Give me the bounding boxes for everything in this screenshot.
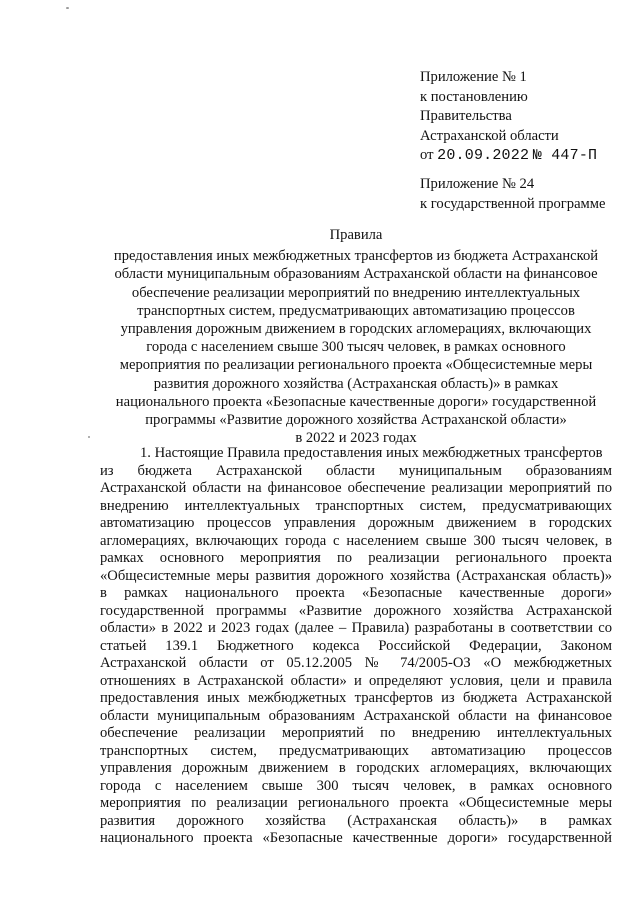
resolution-date: 20.09.2022 bbox=[437, 147, 530, 164]
appendix-1-date-line bbox=[420, 146, 635, 166]
title-line: в 2022 и 2023 годах bbox=[295, 430, 417, 447]
body-line: из бюджета Астраханской области муниципальным образованиям bbox=[100, 462, 612, 479]
body-line: управления дорожным движением в городских агломерациях, включающих bbox=[100, 760, 612, 776]
scan-speck bbox=[66, 7, 69, 9]
body-line: в рамках национального проекта «Безопасные качественные дороги» bbox=[100, 585, 612, 601]
body-line: государственной программы «Развитие дорожного хозяйства Астраханской bbox=[100, 602, 612, 619]
body-line: города с населением свыше 300 тысяч человек, в рамках основного bbox=[100, 777, 612, 794]
title-line: обеспечение реализации мероприятий по внедрению интеллектуальных bbox=[131, 284, 581, 301]
body-line: предоставления иных межбюджетных трансфертов из бюджета Астраханской bbox=[100, 690, 612, 706]
title-line: национального проекта «Безопасные качественные дороги» государственной bbox=[115, 393, 597, 410]
body-line: внедрению интеллектуальных транспортных систем, предусматривающих bbox=[100, 497, 612, 514]
body-line: области» в 2022 и 2023 годах (далее – Правила) разработаны в соответствии со bbox=[100, 620, 612, 636]
appendix-1-line: Приложение № 1 bbox=[420, 69, 527, 85]
appendix-1-block bbox=[420, 68, 635, 166]
title-line: области муниципальным образованиям Астраханской области на финансовое bbox=[114, 266, 598, 283]
body-line: развития дорожного хозяйства (Астраханская область)» в рамках bbox=[100, 812, 612, 829]
date-prefix: от bbox=[420, 147, 434, 163]
title-heading: Правила bbox=[329, 227, 383, 243]
body-line: транспортных систем, предусматривающих автоматизацию процессов bbox=[100, 742, 612, 759]
appendix-24-block bbox=[420, 175, 635, 214]
body-line: Астраханской области от 05.12.2005 № 74/2005-ОЗ «О межбюджетных bbox=[100, 655, 612, 671]
body-line: области муниципальным образованиям Астраханской области на финансовое bbox=[100, 707, 612, 724]
document-title bbox=[100, 226, 612, 447]
appendix-1-line: Астраханской области bbox=[420, 127, 559, 144]
body-line: «Общесистемные меры развития дорожного хозяйства (Астраханская область)» bbox=[100, 567, 612, 584]
body-line: отношениях в Астраханской области» и определяют условия, цели и правила bbox=[100, 672, 612, 689]
body-line: статьей 139.1 Бюджетного кодекса Российской Федерации, Законом bbox=[100, 637, 612, 654]
appendix-1-line: к постановлению bbox=[420, 88, 528, 105]
appendix-24-line: к государственной программе bbox=[420, 195, 606, 212]
body-line: автоматизацию процессов управления дорожным движением в городских bbox=[100, 515, 612, 531]
title-line: управления дорожным движением в городских агломерациях, включающих bbox=[120, 321, 592, 338]
body-line: рамках основного мероприятия по реализации регионального проекта bbox=[100, 550, 612, 566]
appendix-24-line: Приложение № 24 bbox=[420, 176, 535, 192]
title-line: города с населением свыше 300 тысяч человек, в рамках основного bbox=[146, 339, 566, 356]
body-line: Астраханской области на финансовое обеспечение реализации мероприятий по bbox=[100, 480, 612, 496]
scan-speck bbox=[88, 436, 90, 438]
title-line: развития дорожного хозяйства (Астраханская область)» в рамках bbox=[153, 375, 559, 392]
body-line: обеспечение реализации мероприятий по внедрению интеллектуальных bbox=[100, 725, 612, 741]
body-line: мероприятия по реализации регионального проекта «Общесистемные меры bbox=[100, 795, 612, 811]
resolution-number: № 447-П bbox=[532, 147, 598, 164]
title-line: мероприятия по реализации регионального проекта «Общесистемные меры bbox=[119, 357, 593, 374]
title-line: предоставления иных межбюджетных трансфертов из бюджета Астраханской bbox=[113, 248, 599, 265]
title-line: программы «Развитие дорожного хозяйства Астраханской области» bbox=[145, 412, 567, 429]
title-line: транспортных систем, предусматривающих автоматизацию процессов bbox=[137, 302, 575, 319]
body-line: 1. Настоящие Правила предоставления иных межбюджетных трансфертов bbox=[140, 445, 603, 461]
body-line: национального проекта «Безопасные качественные дороги» государственной bbox=[100, 830, 612, 846]
body-paragraph bbox=[100, 445, 612, 848]
appendix-1-line: Правительства bbox=[420, 108, 512, 124]
body-line: агломерациях, включающих города с населением свыше 300 тысяч человек, в bbox=[100, 532, 612, 549]
